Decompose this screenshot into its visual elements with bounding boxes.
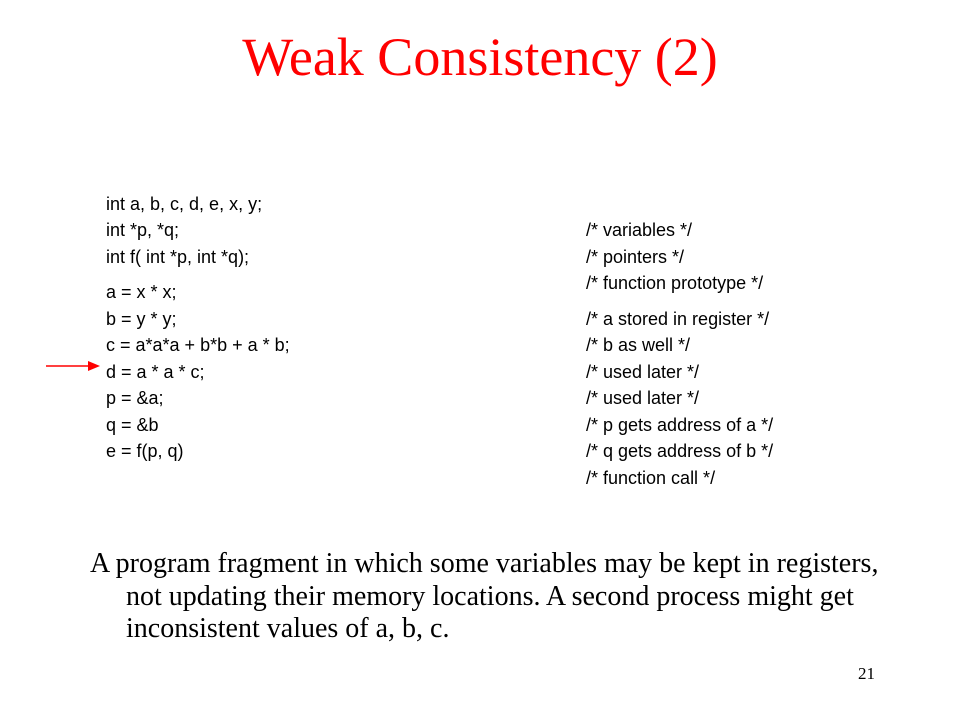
slide-title: Weak Consistency (2) [242, 27, 718, 87]
code-listing [106, 164, 866, 488]
arrow-head [88, 361, 100, 371]
page-number: 21 [858, 664, 875, 683]
right-arrow-icon [44, 356, 100, 381]
code-statement: c = a*a*a + b*b + a * b; [106, 335, 290, 355]
right-arrow-icon-svg [44, 356, 100, 376]
code-comment: /* a stored in register */ [586, 308, 770, 329]
code-statement: d = a * a * c; [106, 361, 205, 382]
description-paragraph: A program fragment in which some variables may be kept in registers, not updating their memory locations. A second process might get inconsistent values of a, b, c. [90, 548, 879, 644]
code-comment: /* variables */ [586, 220, 693, 240]
code-comment: /* pointers */ [586, 246, 685, 267]
code-comment: /* used later */ [586, 388, 700, 408]
code-statement: int f( int *p, int *q); [106, 246, 250, 267]
code-comment: /* q gets address of b */ [586, 441, 774, 461]
code-comment: /* p gets address of a */ [586, 414, 774, 435]
code-comment: /* function call */ [586, 467, 716, 488]
code-comment: /* function prototype */ [586, 273, 764, 293]
code-statement: b = y * y; [106, 308, 177, 329]
code-statement: a = x * x; [106, 282, 177, 302]
code-statement: p = &a; [106, 388, 164, 408]
code-statement: q = &b [106, 414, 159, 435]
code-statement: int *p, *q; [106, 220, 180, 240]
code-comment: /* used later */ [586, 361, 700, 382]
code-statement: e = f(p, q) [106, 441, 184, 461]
code-statement: int a, b, c, d, e, x, y; [106, 193, 263, 214]
code-comment: /* b as well */ [586, 335, 691, 355]
